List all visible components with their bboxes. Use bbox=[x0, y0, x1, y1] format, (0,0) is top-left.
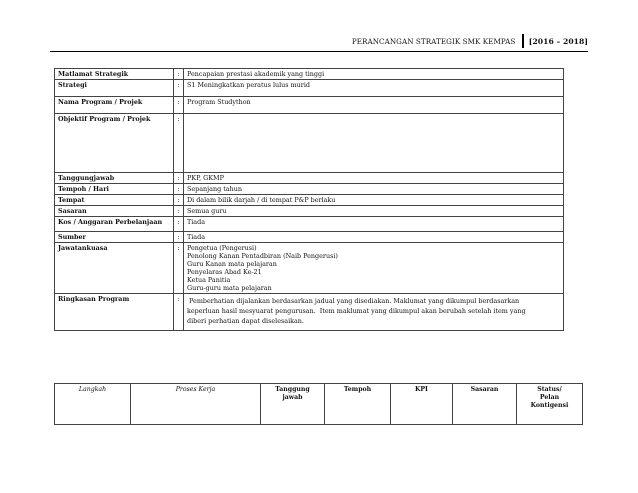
separator: : bbox=[174, 80, 184, 97]
row-ringkasan bbox=[55, 294, 564, 331]
label-kos: Kos / Anggaran Perbelanjaan bbox=[55, 217, 174, 232]
header-divider bbox=[522, 34, 524, 48]
header-line: Tanggung bbox=[275, 386, 310, 393]
value-objektif bbox=[184, 114, 564, 173]
committee-line: Penolong Kanan Pentadbiran (Naib Pengerusi) bbox=[187, 252, 338, 260]
row-objektif bbox=[55, 114, 564, 173]
value-sumber: Tiada bbox=[184, 232, 564, 243]
separator: : bbox=[174, 69, 184, 80]
value-kos: Tiada bbox=[184, 217, 564, 232]
row-program bbox=[55, 97, 564, 114]
label-matlamat: Matlamat Strategik bbox=[55, 69, 174, 80]
separator: : bbox=[174, 173, 184, 184]
separator: : bbox=[174, 232, 184, 243]
header-line: jawab bbox=[282, 394, 303, 401]
committee-line: Penyelaras Abad Ke-21 bbox=[187, 268, 262, 276]
value-matlamat: Pencapaian prestasi akademik yang tinggi bbox=[184, 69, 564, 80]
steps-header-row bbox=[55, 384, 583, 425]
row-matlamat bbox=[55, 69, 564, 80]
row-kos bbox=[55, 217, 564, 232]
value-program: Program Studython bbox=[184, 97, 564, 114]
header-proses-kerja: Proses Kerja bbox=[131, 384, 261, 425]
label-program: Nama Program / Projek bbox=[55, 97, 174, 114]
header-line: Kontigensi bbox=[530, 402, 569, 409]
document-years: [2016 – 2018] bbox=[528, 36, 588, 46]
header-rule bbox=[50, 51, 588, 52]
label-sumber: Sumber bbox=[55, 232, 174, 243]
row-sasaran bbox=[55, 206, 564, 217]
separator: : bbox=[174, 195, 184, 206]
separator: : bbox=[174, 217, 184, 232]
row-tanggungjawab bbox=[55, 173, 564, 184]
page-header bbox=[352, 33, 588, 49]
header-sasaran: Sasaran bbox=[453, 384, 517, 425]
committee-line: Ketua Panitia bbox=[187, 276, 231, 284]
value-tempoh: Sepanjang tahun bbox=[184, 184, 564, 195]
row-tempoh bbox=[55, 184, 564, 195]
value-tempat: Di dalam bilik darjah / di tempat P&P berlaku bbox=[184, 195, 564, 206]
separator: : bbox=[174, 114, 184, 173]
header-langkah: Langkah bbox=[55, 384, 131, 425]
row-sumber bbox=[55, 232, 564, 243]
value-jawatankuasa bbox=[184, 243, 564, 294]
value-sasaran: Semua guru bbox=[184, 206, 564, 217]
row-tempat bbox=[55, 195, 564, 206]
program-details-table bbox=[54, 68, 564, 331]
label-tempat: Tempat bbox=[55, 195, 174, 206]
committee-line: Guru-guru mata pelajaran bbox=[187, 284, 272, 292]
committee-line: Guru Kanan mata pelajaran bbox=[187, 260, 277, 268]
row-strategi bbox=[55, 80, 564, 97]
value-ringkasan bbox=[184, 294, 564, 331]
separator: : bbox=[174, 243, 184, 294]
label-jawatankuasa: Jawatankuasa bbox=[55, 243, 174, 294]
value-tanggungjawab: PKP, GKMP bbox=[184, 173, 564, 184]
header-line: Pelan bbox=[539, 394, 560, 401]
header-tempoh: Tempoh bbox=[325, 384, 391, 425]
separator: : bbox=[174, 206, 184, 217]
summary-line: keperluan hasil mesyuarat pengurusan. Item maklumat yang dikumpul akan berubah setelah item yang bbox=[187, 307, 526, 315]
header-line: Status/ bbox=[537, 386, 562, 393]
label-strategi: Strategi bbox=[55, 80, 174, 97]
separator: : bbox=[174, 184, 184, 195]
value-strategi: S1 Meningkatkan peratus lulus murid bbox=[184, 80, 564, 97]
header-kpi: KPI bbox=[391, 384, 453, 425]
label-sasaran: Sasaran bbox=[55, 206, 174, 217]
label-objektif: Objektif Program / Projek bbox=[55, 114, 174, 173]
label-tanggungjawab: Tanggungjawab bbox=[55, 173, 174, 184]
document-title: PERANCANGAN STRATEGIK SMK KEMPAS bbox=[351, 36, 516, 46]
separator: : bbox=[174, 294, 184, 331]
summary-line: diberi perhatian dapat diselesaikan. bbox=[187, 317, 304, 325]
separator: : bbox=[174, 97, 184, 114]
work-process-table bbox=[54, 383, 583, 425]
committee-line: Pengetua (Pengerusi) bbox=[187, 244, 257, 252]
label-ringkasan: Ringkasan Program bbox=[55, 294, 174, 331]
header-tanggungjawab bbox=[261, 384, 325, 425]
row-jawatankuasa bbox=[55, 243, 564, 294]
summary-line: Pemberhatian dijalankan berdasarkan jadual yang disediakan. Maklumat yang dikumpul berdasarkan bbox=[187, 297, 520, 305]
label-tempoh: Tempoh / Hari bbox=[55, 184, 174, 195]
header-status bbox=[517, 384, 583, 425]
